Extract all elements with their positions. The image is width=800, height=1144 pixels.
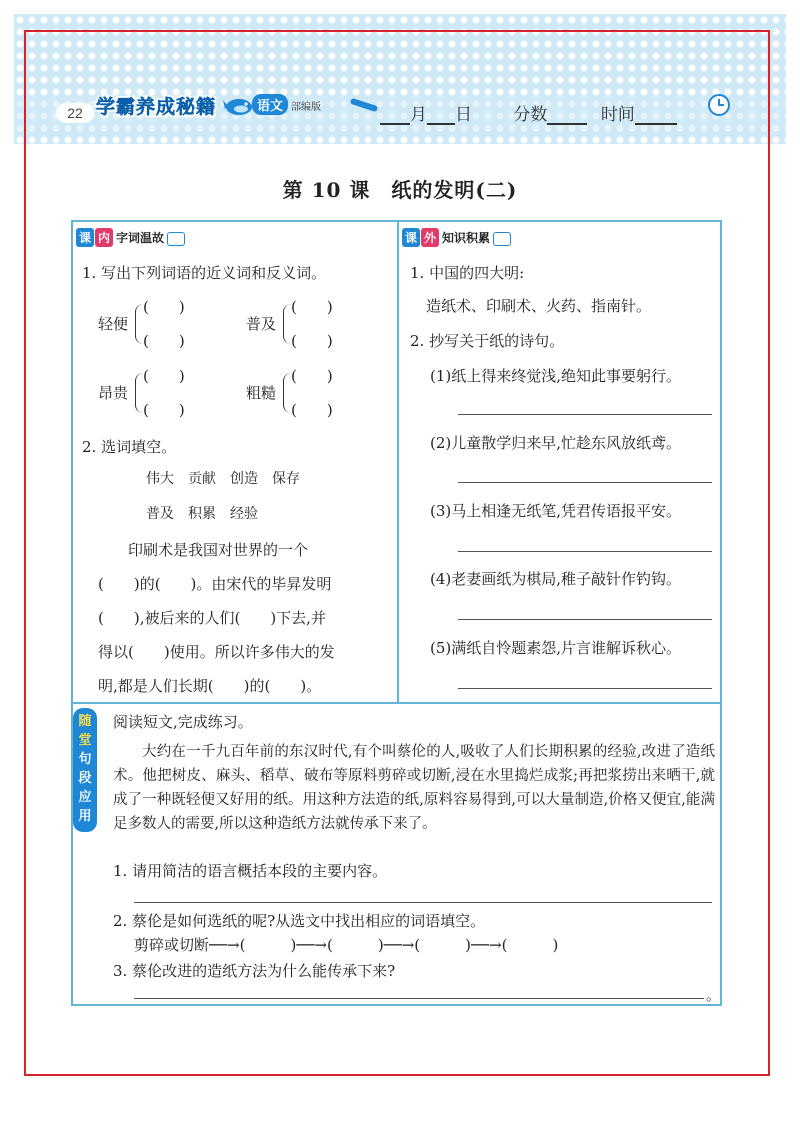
- fill-line-5: 明,都是人们长期( )的( )。: [98, 677, 322, 695]
- day-label: 日: [455, 105, 472, 125]
- word-anggui: 昂贵: [98, 384, 129, 402]
- tag-char: 随: [78, 714, 92, 729]
- s2-question-2: 2. 抄写关于纸的诗句。: [410, 332, 565, 350]
- tag-char: 课: [76, 228, 94, 247]
- four-inventions: 造纸术、印刷术、火药、指南针。: [426, 297, 652, 315]
- s2-question-1: 1. 中国的四大明:: [410, 264, 525, 282]
- page-number: 22: [56, 103, 94, 123]
- book-icon: [167, 232, 185, 246]
- word-puji: 普及: [246, 315, 277, 333]
- s3-question-1: 1. 请用简洁的语言概括本段的主要内容。: [113, 862, 388, 880]
- answer-line: [458, 551, 712, 552]
- poem-line-2: (2)儿童散学归来早,忙趁东风放纸鸢。: [430, 434, 682, 452]
- brand-title: 学霸养成秘籍: [96, 96, 217, 118]
- fill-line-2: ( )的( )。由宋代的毕昇发明: [98, 575, 332, 593]
- poem-line-5: (5)满纸自怜题素怨,片言谁解诉秋心。: [430, 639, 682, 657]
- answer-line: [458, 482, 712, 483]
- fill-line-4: 得以( )使用。所以许多伟大的发: [98, 643, 335, 661]
- reading-intro: 阅读短文,完成练习。: [113, 713, 253, 731]
- fill-line-1: 印刷术是我国对世界的一个: [98, 541, 309, 559]
- tag-char: 用: [78, 809, 92, 824]
- score-label: 分数: [513, 105, 548, 125]
- tag-char: 外: [421, 228, 439, 247]
- lesson-title: 第 10 课 纸的发明(二): [282, 178, 518, 202]
- word-qingbian: 轻便: [98, 315, 129, 333]
- s3-question-3: 3. 蔡伦改进的造纸方法为什么能传承下来?: [113, 962, 396, 980]
- s1-question-1: 1. 写出下列词语的近义词和反义词。: [82, 264, 327, 282]
- reading-tag: [73, 708, 97, 832]
- answer-paren: ( ): [143, 401, 185, 419]
- answer-paren: ( ): [291, 332, 333, 350]
- inclass-section: [71, 220, 399, 704]
- poem-line-1: (1)纸上得来终觉浅,绝知此事要躬行。: [430, 367, 682, 385]
- tag-char: 内: [95, 228, 113, 247]
- tag-char: 句: [78, 752, 92, 767]
- tag-label: 字词温故: [116, 231, 165, 245]
- fill-line-3: ( ),被后来的人们( )下去,并: [98, 609, 326, 627]
- s1-question-2: 2. 选词填空。: [82, 438, 177, 456]
- book-icon: [493, 232, 511, 246]
- extracurricular-tag: [402, 228, 511, 247]
- end-mark: 。: [706, 986, 722, 1004]
- word-options-row1: 伟大 贡献 创造 保存: [146, 471, 300, 487]
- reading-passage: 大约在一千九百年前的东汉时代,有个叫蔡伦的人,吸收了人们长期积累的经验,改进了造纸术。他把树皮、麻头、稻草、破布等原料剪碎或切断,浸在水里捣烂成浆;再把浆捞出来晒干,就成了一种既轻便又好用的纸。用这种方法造的纸,原料容易得到,可以大量制造,价格又便宜,能满足多数人的需要,所以这种造纸方法就传承下来了。: [113, 744, 715, 832]
- edition-label: 部编版: [291, 102, 322, 113]
- answer-line: [134, 998, 704, 999]
- subject-pill: 语文: [252, 94, 288, 115]
- tag-char: 应: [78, 790, 92, 805]
- tag-char: 课: [402, 228, 420, 247]
- answer-paren: ( ): [291, 367, 333, 385]
- month-label: 月: [410, 105, 427, 125]
- tag-label: 知识积累: [442, 231, 491, 245]
- inclass-tag: [76, 228, 185, 247]
- answer-paren: ( ): [143, 367, 185, 385]
- answer-paren: ( ): [143, 332, 185, 350]
- answer-line: [458, 688, 712, 689]
- tag-char: 堂: [78, 733, 92, 748]
- s3-question-2: 2. 蔡伦是如何选纸的呢?从选文中找出相应的词语填空。: [113, 912, 486, 930]
- extracurricular-section: [397, 220, 722, 704]
- word-options-row2: 普及 积累 经验: [146, 506, 258, 522]
- answer-paren: ( ): [291, 401, 333, 419]
- answer-line: [134, 902, 712, 903]
- answer-paren: ( ): [143, 298, 185, 316]
- poem-line-3: (3)马上相逢无纸笔,凭君传语报平安。: [430, 502, 682, 520]
- answer-line: [458, 619, 712, 620]
- answer-line: [458, 414, 712, 415]
- answer-paren: ( ): [291, 298, 333, 316]
- word-cucao: 粗糙: [246, 384, 277, 402]
- poem-line-4: (4)老妻画纸为棋局,稚子敲针作钓钩。: [430, 570, 682, 588]
- time-label: 时间: [600, 105, 635, 125]
- tag-char: 段: [78, 771, 92, 786]
- process-chain: 剪碎或切断──→( )──→( )──→( )──→( ): [134, 936, 559, 954]
